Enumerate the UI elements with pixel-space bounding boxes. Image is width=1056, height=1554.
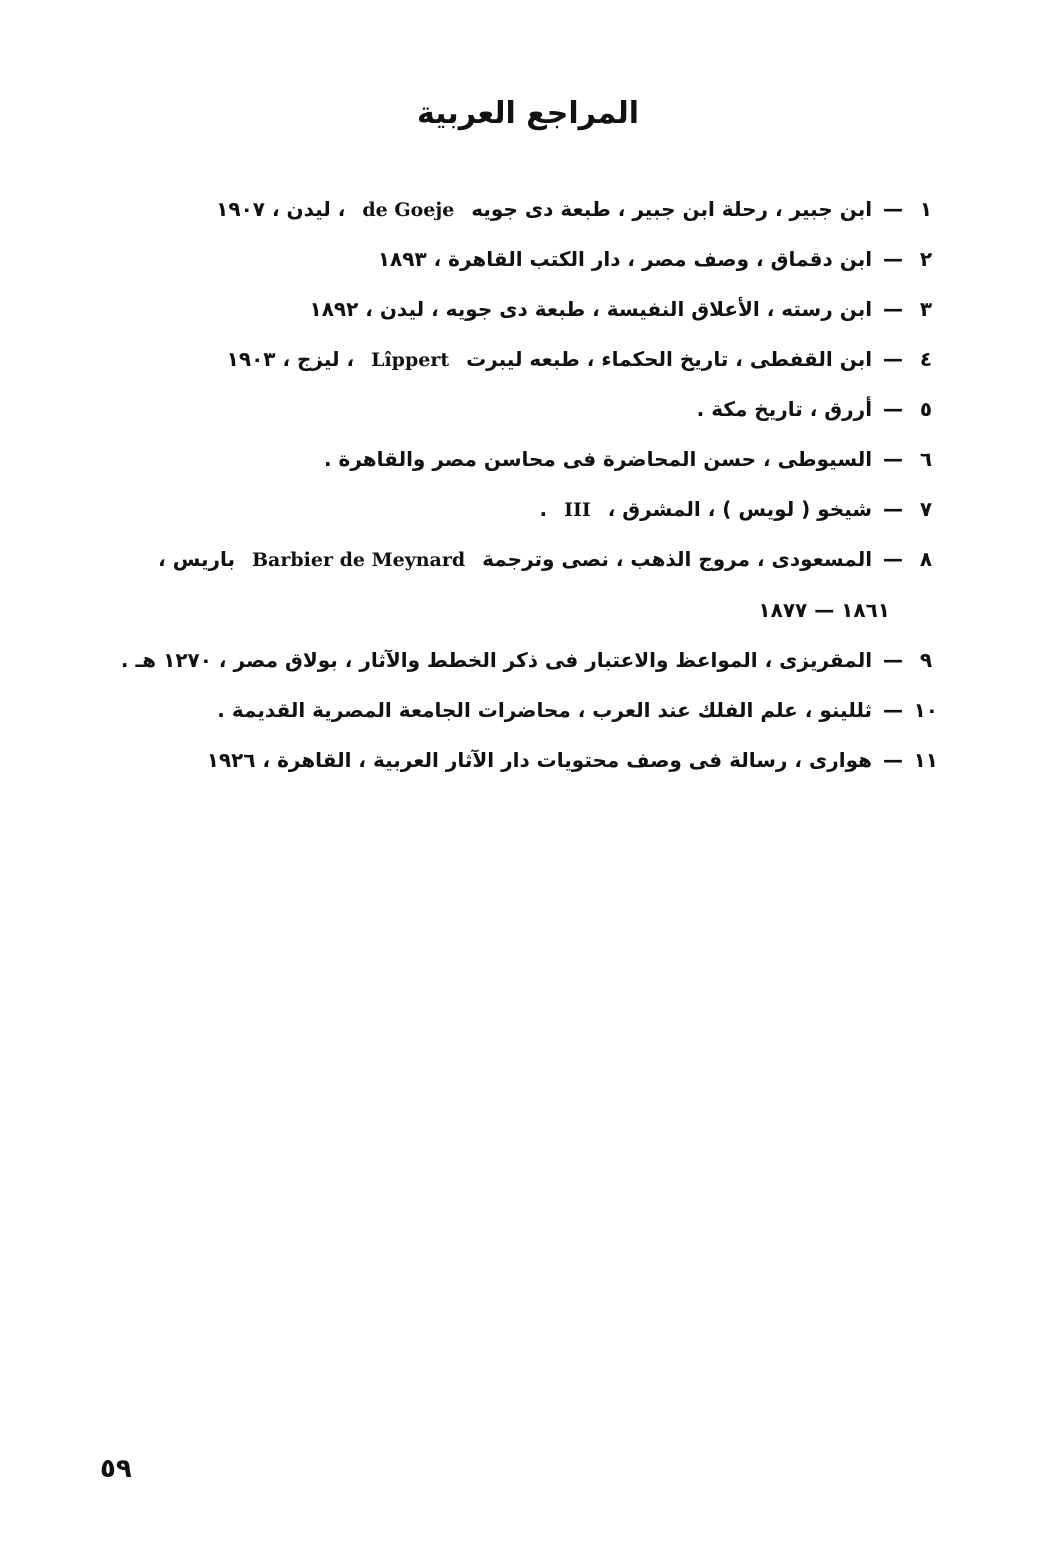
- reference-item: [108, 685, 938, 735]
- reference-item: [108, 735, 938, 785]
- reference-number: ٨: [919, 547, 933, 571]
- reference-dash: —: [883, 347, 904, 371]
- reference-latin-text: Barbier de Meynard: [251, 549, 466, 571]
- reference-text: ابن جبير ، رحلة ابن جبير ، طبعة دى جويه: [471, 197, 873, 221]
- reference-dash: —: [883, 197, 904, 221]
- reference-text: المسعودى ، مروج الذهب ، نصى وترجمة: [482, 547, 873, 571]
- page-title: المراجع العربية: [416, 96, 639, 131]
- reference-item: [108, 635, 938, 685]
- reference-list: [108, 184, 938, 785]
- reference-number: ٥: [919, 397, 933, 421]
- reference-dash: —: [883, 297, 904, 321]
- reference-text: ابن القفطى ، تاريخ الحكماء ، طبعه ليبرت: [466, 347, 873, 371]
- reference-item: [108, 184, 938, 234]
- reference-latin-text: Lîppert: [371, 349, 450, 371]
- reference-dash: —: [883, 497, 904, 521]
- reference-text-tail: ، ليزج ، ١٩٠٣: [226, 347, 355, 371]
- reference-dash: —: [883, 547, 904, 571]
- reference-text: أررق ، تاريخ مكة .: [696, 397, 873, 421]
- reference-text: شيخو ( لويس ) ، المشرق ،: [607, 497, 873, 521]
- reference-text: المقريزى ، المواعظ والاعتبار فى ذكر الخطط والآثار ، بولاق مصر ، ١٢٧٠ هـ .: [120, 648, 873, 672]
- reference-text-tail: باريس ،: [158, 547, 236, 571]
- reference-text: ابن رسته ، الأعلاق النفيسة ، طبعة دى جويه ، ليدن ، ١٨٩٢: [309, 297, 873, 321]
- reference-latin-text: III: [564, 499, 591, 521]
- reference-number: ٣: [919, 297, 933, 321]
- reference-number: ٢: [919, 247, 933, 271]
- reference-item: [108, 484, 938, 534]
- reference-number: ٧: [919, 497, 933, 521]
- reference-number: ٦: [919, 447, 933, 471]
- reference-text: ابن دقماق ، وصف مصر ، دار الكتب القاهرة ، ١٨٩٣: [377, 247, 873, 271]
- reference-dash: —: [883, 648, 904, 672]
- reference-text-tail: ، ليدن ، ١٩٠٧: [216, 197, 346, 221]
- reference-continuation: ١٨٦١ — ١٨٧٧: [758, 598, 890, 622]
- reference-item: [108, 234, 938, 284]
- reference-dash: —: [883, 397, 904, 421]
- reference-dash: —: [883, 247, 904, 271]
- reference-item: [108, 434, 938, 484]
- reference-latin-text: de Goeje: [362, 199, 455, 221]
- reference-text-tail: .: [539, 497, 548, 521]
- page-number: ٥٩: [100, 1454, 132, 1484]
- reference-number: ١٠: [913, 698, 938, 722]
- reference-text: السيوطى ، حسن المحاضرة فى محاسن مصر والقاهرة .: [323, 447, 873, 471]
- reference-dash: —: [883, 698, 904, 722]
- reference-item: [108, 284, 938, 334]
- reference-item: [108, 384, 938, 434]
- reference-number: ٤: [919, 347, 933, 371]
- reference-text: هوارى ، رسالة فى وصف محتويات دار الآثار العربية ، القاهرة ، ١٩٢٦: [206, 748, 873, 772]
- reference-number: ٩: [919, 648, 933, 672]
- reference-text: ثللينو ، علم الفلك عند العرب ، محاضرات الجامعة المصرية القديمة .: [217, 698, 873, 722]
- reference-item: [108, 334, 938, 384]
- reference-dash: —: [883, 447, 904, 471]
- reference-item: [108, 534, 938, 635]
- reference-dash: —: [883, 748, 904, 772]
- reference-number: ١١: [913, 748, 938, 772]
- reference-number: ١: [919, 197, 933, 221]
